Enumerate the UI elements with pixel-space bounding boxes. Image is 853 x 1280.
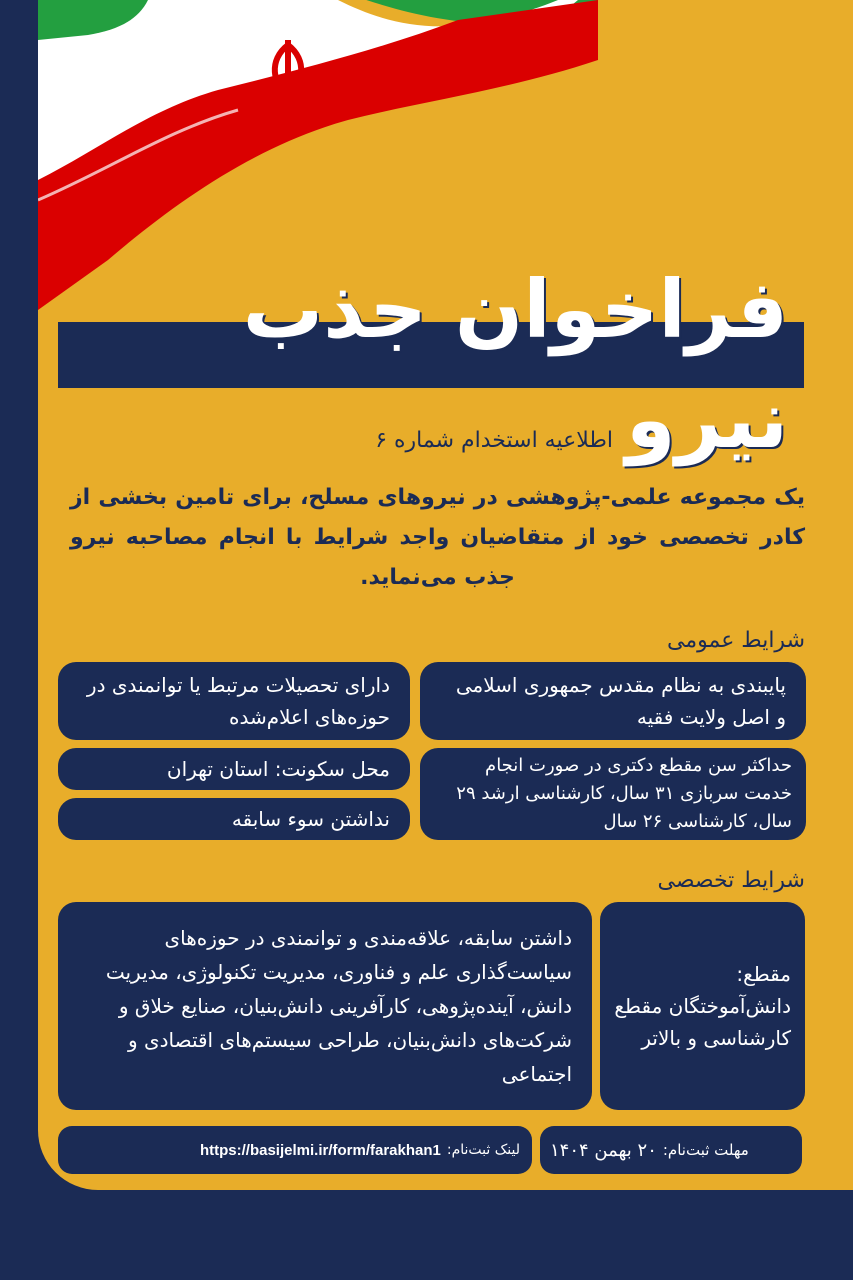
condition-education: دارای تحصیلات مرتبط یا توانمندی در حوزه‌های اعلام‌شده	[58, 662, 410, 740]
condition-no-record: نداشتن سوء سابقه	[58, 798, 410, 840]
skills-requirement: داشتن سابقه، علاقه‌مندی و توانمندی در حوزه‌های سیاست‌گذاری علم و فناوری، مدیریت تکنولوژی، مدیریت دانش، آینده‌پژوهی، کارآفرینی دانش‌بنیان، صنایع خلاق و شرکت‌های دانش‌بنیان، طراحی سیستم‌های اقتصادی و اجتماعی	[58, 902, 592, 1110]
condition-age-limit: حداکثر سن مقطع دکتری در صورت انجام خدمت سربازی ۳۱ سال، کارشناسی ارشد ۲۹ سال، کارشناسی ۲۶ سال	[420, 748, 806, 840]
registration-link[interactable]: https://basijelmi.ir/form/farakhan1	[199, 1141, 441, 1159]
deadline-value: ۲۰ بهمن ۱۴۰۴	[550, 1139, 657, 1161]
page-title: فراخوان جذب نیرو	[242, 263, 788, 466]
deadline-box	[540, 1126, 802, 1174]
notice-label: اطلاعیه استخدام شماره ۶	[375, 428, 613, 453]
degree-label: مقطع:	[736, 962, 791, 986]
registration-link-box	[58, 1126, 532, 1174]
degree-value: دانش‌آموختگان مقطع کارشناسی و بالاتر	[614, 994, 791, 1050]
condition-loyalty: پایبندی به نظام مقدس جمهوری اسلامی و اصل ولایت فقیه	[420, 662, 806, 740]
degree-requirement	[600, 902, 805, 1110]
condition-residence: محل سکونت: استان تهران	[58, 748, 410, 790]
deadline-label: مهلت ثبت‌نام:	[662, 1141, 749, 1159]
link-label: لینک ثبت‌نام:	[446, 1142, 520, 1158]
general-conditions-heading: شرایط عمومی	[666, 628, 805, 653]
intro-text: یک مجموعه علمی-پژوهشی در نیروهای مسلح، برای تامین بخشی از کادر تخصصی خود از متقاضیان واجد شرایط با انجام مصاحبه نیرو جذب می‌نماید.	[70, 485, 805, 590]
specialized-conditions-heading: شرایط تخصصی	[657, 868, 805, 893]
